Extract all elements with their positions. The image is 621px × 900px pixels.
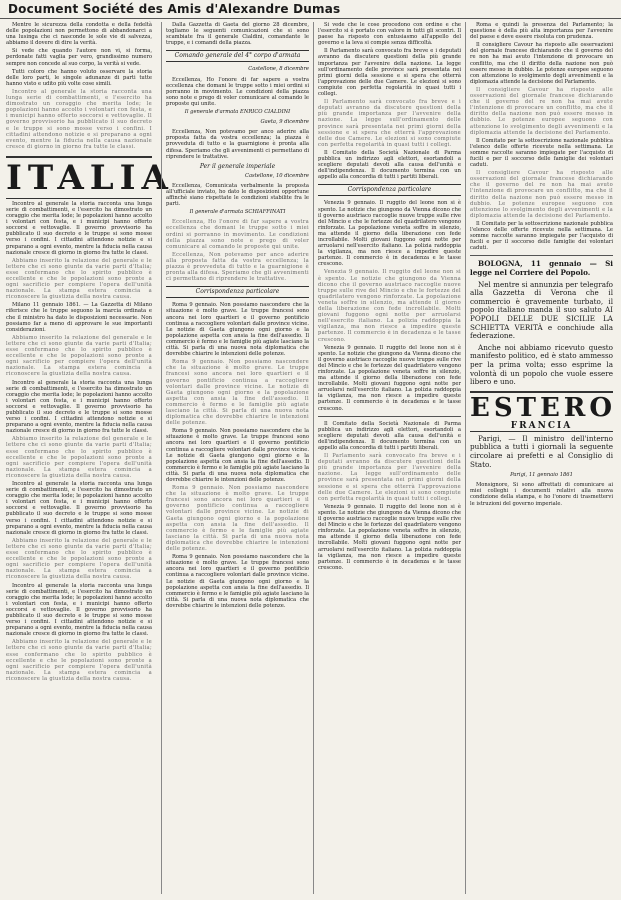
signature: Il generale d'armata SCHIAFFINATI: [189, 209, 286, 216]
watermark: Document Société des Amis d'Alexandre Dumas: [8, 2, 341, 16]
paragraph: Il consigliere Cavour ha risposto alle osservazioni del giornale francese dichiarando che il governo del re non ha mai avuto l'intenzione di provocare un conflitto, ma che il diritto della nazione non può essere messo in dubbio. Le potenze europee seguono con attenzione lo svolgimento degli avvenimenti e la diplomazia attende la decisione del Parlamento.: [470, 86, 613, 136]
paragraph: Mentre le sicurezza della condotta e della fedeltà delle popolazioni non permettono di abbandonarci a una lusinga che ci nasconde le sole vie di salvezza, abbiamo il dovere di dire la verità.: [6, 22, 152, 47]
letter: Eccellenza, Ho l'onore di far sapere a vostra eccellenza che domani le truppe sotto i miei ordini si porranno in movimento. Le condizioni della piazza sono note e prego di voler comunicare al comando le proposte qui unite.: [166, 76, 309, 107]
bologna-headline: BOLOGNA, 11 gennaio — Si legge nel Corriere del Popolo.: [470, 259, 613, 277]
section-headline-italia: ITALIA: [6, 157, 174, 198]
paragraph: Il consigliere Cavour ha risposto alle osservazioni del giornale francese dichiarando che il governo del re non ha mai avuto l'intenzione di provocare un conflitto, ma che il diritto della nazione non può essere messo in dubbio. Le potenze europee seguono con attenzione lo svolgimento degli avvenimenti e la diplomazia attende la decisione del Parlamento.: [470, 42, 613, 85]
section-headline-estero: ESTERO: [470, 392, 617, 423]
divider: [470, 255, 613, 256]
paragraph: Dalla Gazzetta di Gaeta del giorno 28 dicembre, togliamo le seguenti comunicazioni che si sono scambiate fra il generale Cialdini, comandante le truppe, e i comandi della piazza.: [166, 22, 309, 47]
divider: [318, 416, 461, 417]
paragraph: Tutti coloro che hanno voluto osservare la storia delle loro parti, le singole adunanze di parti tutte hanno visto e udito più volte cose simili.: [6, 68, 152, 87]
newspaper-page: [6, 22, 617, 894]
paragraph: Incontro al generale la storia racconta una lunga serie di combattimenti, e l'esercito ha dimostrato un coraggio che merita lode; le popolazioni hanno accolto i volontari con festa, e i municipi hanno offerto soccorsi e vettovaglie. Il governo provvisorio ha pubblicato il suo decreto e le truppe si sono mosse verso i confini. I cittadini attendono notizie e si preparano a ogni evento, mentre la fiducia nella causa nazionale cresce di giorno in giorno fra tutte le classi.: [6, 481, 152, 536]
paragraph: Il Parlamento sarà convocato fra breve e i deputati avranno da discutere questioni della più grande importanza per l'avvenire della nazione. La legge sull'ordinamento delle province sarà presentata nei primi giorni della sessione e si spera che otterrà l'approvazione delle due Camere. Le elezioni si sono compiute con perfetta regolarità in quasi tutti i collegi.: [318, 48, 461, 98]
paragraph: Venezia 9 gennaio. Il ruggito del leone non si è spento. Le notizie che giungono da Vienna dicono che il governo austriaco raccoglie nuove truppe sulle rive del Mincio e che le fortezze del quadrilatero vengono rinforzate. La popolazione veneta soffre in silenzio, ma attende il giorno della liberazione con fede incrollabile. Molti giovani fuggono ogni notte per arruolarsi nell'esercito italiano. La polizia raddoppia la vigilanza, ma non riesce a impedire queste partenze. Il commercio è in decadenza e le tasse crescono.: [318, 344, 461, 412]
paragraph: Il consigliere Cavour ha risposto alle osservazioni del giornale francese dichiarando che il governo del re non ha mai avuto l'intenzione di provocare un conflitto, ma che il diritto della nazione non può essere messo in dubbio. Le potenze europee seguono con attenzione lo svolgimento degli avvenimenti e la diplomazia attende la decisione del Parlamento.: [470, 170, 613, 219]
paragraph: Milano 11 gennaio 1861. — La Gazzetta di Milano riferisce che le truppe seguono la marcia ordinata e che il ministro ha dato le disposizioni necessarie. Non possiamo far a meno di approvare le sue importanti considerazioni.: [6, 302, 152, 333]
paragraph: Il Parlamento sarà convocato fra breve e i deputati avranno da discutere questioni della più grande importanza per l'avvenire della nazione. La legge sull'ordinamento delle province sarà presentata nei primi giorni della sessione e si spera che otterrà l'approvazione delle due Camere. Le elezioni si sono compiute con perfetta regolarità in quasi tutti i collegi.: [318, 99, 461, 148]
signature: Il generale d'armata ENRICO CIALDINI: [184, 109, 291, 116]
paragraph: Abbiamo inserito la relazione del generale e le lettere che ci sono giunte da varie parti d'Italia; esse confermano che lo spirito pubblico è eccellente e che le popolazioni sono pronte a ogni sacrificio per compiere l'opera dell'unità nazionale. La stampa estera comincia a riconoscere la giustizia della nostra causa.: [6, 639, 152, 682]
paragraph: Incontro al generale la storia racconta una lunga serie di combattimenti, e l'esercito ha dimostrato un coraggio che merita lode; le popolazioni hanno accolto i volontari con festa, e i municipi hanno offerto soccorsi e vettovaglie. Il governo provvisorio ha pubblicato il suo decreto e le truppe si sono mosse verso i confini. I cittadini attendono notizie e si preparano a ogni evento, mentre la fiducia nella causa nazionale cresce di giorno in giorno fra tutte le classi.: [6, 582, 152, 638]
paragraph: Il Parlamento sarà convocato fra breve e i deputati avranno da discutere questioni della più grande importanza per l'avvenire della nazione. La legge sull'ordinamento delle province sarà presentata nei primi giorni della sessione e si spera che otterrà l'approvazione delle due Camere. Le elezioni si sono compiute con perfetta regolarità in quasi tutti i collegi.: [318, 453, 461, 502]
dateline: Castellone, 10 dicembre: [244, 172, 309, 179]
paragraph: Il Comitato per la sottoscrizione nazionale pubblica l'elenco delle offerte ricevute nella settimana. Le somme raccolte saranno impiegate per l'acquisto di fucili e per il soccorso delle famiglie dei volontari caduti.: [470, 137, 613, 169]
letter: Eccellenza, Ho l'onore di far sapere a vostra eccellenza che domani le truppe sotto i miei ordini si porranno in movimento. Le condizioni della piazza sono note e prego di voler comunicare al comando le proposte qui unite.: [166, 219, 309, 250]
paragraph: Abbiamo inserito la relazione del generale e le lettere che ci sono giunte da varie parti d'Italia; esse confermano che lo spirito pubblico è eccellente e che le popolazioni sono pronte a ogni sacrificio per compiere l'opera dell'unità nazionale. La stampa estera comincia a riconoscere la giustizia della nostra causa.: [6, 334, 152, 378]
paragraph: Venezia 9 gennaio. Il ruggito del leone non si è spento. Le notizie che giungono da Vienna dicono che il governo austriaco raccoglie nuove truppe sulle rive del Mincio e che le fortezze del quadrilatero vengono rinforzate. La popolazione veneta soffre in silenzio, ma attende il giorno della liberazione con fede incrollabile. Molti giovani fuggono ogni notte per arruolarsi nell'esercito italiano. La polizia raddoppia la vigilanza, ma non riesce a impedire queste partenze. Il commercio è in decadenza e le tasse crescono.: [318, 200, 461, 268]
section-title: Per il generale imperiale: [199, 162, 276, 170]
paragraph: Roma 9 gennaio. Non possiamo nascondere che la situazione è molto grave. Le truppe francesi sono ancora nei loro quartieri e il governo pontificio continua a raccogliere volontari dalle province vicine. Le notizie di Gaeta giungono ogni giorno e la popolazione aspetta con ansia la fine dell'assedio. Il commercio è fermo e le famiglie più agiate lasciano la città. Si parla di una nuova nota diplomatica che dovrebbe chiarire le intenzioni delle potenze.: [166, 359, 309, 427]
section-subhead-francia: FRANCIA: [470, 423, 613, 432]
paragraph: Roma 9 gennaio. Non possiamo nascondere che la situazione è molto grave. Le truppe francesi sono ancora nei loro quartieri e il governo pontificio continua a raccogliere volontari dalle province vicine. Le notizie di Gaeta giungono ogni giorno e la popolazione aspetta con ansia la fine dell'assedio. Il commercio è fermo e le famiglie più agiate lasciano la città. Si parla di una nuova nota diplomatica che dovrebbe chiarire le intenzioni delle potenze.: [166, 302, 309, 358]
letter: Eccellenza, Non potevamo per anco aderire alla proposta fatta da vostra eccellenza; la piazza è provveduta di tutto e la guarnigione è pronta alla difesa. Speriamo che gli avvenimenti ci permettano di riprendere le trattative.: [166, 251, 309, 283]
paragraph: Abbiamo inserito la relazione del generale e le lettere che ci sono giunte da varie parti d'Italia; esse confermano che lo spirito pubblico è eccellente e che le popolazioni sono pronte a ogni sacrificio per compiere l'opera dell'unità nazionale. La stampa estera comincia a riconoscere la giustizia della nostra causa.: [6, 436, 152, 479]
paragraph: Abbiamo inserito la relazione del generale e le lettere che ci sono giunte da varie parti d'Italia; esse confermano che lo spirito pubblico è eccellente e che le popolazioni sono pronte a ogni sacrificio per compiere l'opera dell'unità nazionale. La stampa estera comincia a riconoscere la giustizia della nostra causa.: [6, 257, 152, 301]
paragraph: Il Comitato della Società Nazionale di Parma pubblica un indirizzo agli elettori, esortandoli a scegliere deputati devoti alla causa dell'unità e dell'indipendenza. Il documento termina con un appello alla concordia di tutti i partiti liberali.: [318, 149, 461, 181]
paragraph: Il Comitato della Società Nazionale di Parma pubblica un indirizzo agli elettori, esortandoli a scegliere deputati devoti alla causa dell'unità e dell'indipendenza. Il documento termina con un appello alla concordia di tutti i partiti liberali.: [318, 420, 461, 451]
section-title: Corrispondenza particolare: [318, 184, 461, 196]
paragraph: Venezia 9 gennaio. Il ruggito del leone non si è spento. Le notizie che giungono da Vienna dicono che il governo austriaco raccoglie nuove truppe sulle rive del Mincio e che le fortezze del quadrilatero vengono rinforzate. La popolazione veneta soffre in silenzio, ma attende il giorno della liberazione con fede incrollabile. Molti giovani fuggono ogni notte per arruolarsi nell'esercito italiano. La polizia raddoppia la vigilanza, ma non riesce a impedire queste partenze. Il commercio è in decadenza e le tasse crescono.: [318, 269, 461, 343]
lead-paragraph: Nel mentre si annunzia per telegrafo alla Gazzetta di Verona che il commercio è gravemente turbato, il popolo italiano manda il suo saluto AI POPOLI DELLE DUE SICILIE LA SCHIETTA VERITÀ e conchiude alla federazione.: [470, 279, 613, 341]
lead-paragraph: Anche noi abbiamo ricevuto questo manifesto politico, ed è stato ammesso per la prima volta; esso esprime la volontà di un popolo che vuole essere libero e uno.: [470, 342, 613, 387]
section-title: Comando generale del 4° corpo d'armata: [166, 50, 309, 62]
paragraph: Monsignore, Si sono affrettati di comunicare ai miei colleghi i documenti relativi alla nuova condizione della stampa, e ho l'onore di trasmettervi le istruzioni del governo imperiale.: [470, 482, 613, 507]
paragraph: Si vede che quando l'autore non vi, si forma, perdonate fatti vaglia per vero, grandissimo numero sempre non concede al suo corpo, la verità si vede.: [6, 48, 152, 67]
paragraph: Roma 9 gennaio. Non possiamo nascondere che la situazione è molto grave. Le truppe francesi sono ancora nei loro quartieri e il governo pontificio continua a raccogliere volontari dalle province vicine. Le notizie di Gaeta giungono ogni giorno e la popolazione aspetta con ansia la fine dell'assedio. Il commercio è fermo e le famiglie più agiate lasciano la città. Si parla di una nuova nota diplomatica che dovrebbe chiarire le intenzioni delle potenze.: [166, 428, 309, 483]
dateline: Castellone, 8 dicembre: [248, 66, 309, 73]
paragraph: Roma 9 gennaio. Non possiamo nascondere che la situazione è molto grave. Le truppe francesi sono ancora nei loro quartieri e il governo pontificio continua a raccogliere volontari dalle province vicine. Le notizie di Gaeta giungono ogni giorno e la popolazione aspetta con ansia la fine dell'assedio. Il commercio è fermo e le famiglie più agiate lasciano la città. Si parla di una nuova nota diplomatica che dovrebbe chiarire le intenzioni delle potenze.: [166, 554, 309, 609]
section-title: Corrispondenza particolare: [166, 286, 309, 298]
column-1: [6, 22, 174, 894]
paragraph: Si vede che le cose procedono con ordine e che l'esercito si è portato con valore in tutti gli scontri. Il paese ha risposto con entusiasmo all'appello del governo e la leva si compie senza difficoltà.: [318, 22, 461, 47]
letter: Eccellenza, Non potevamo per anco aderire alla proposta fatta da vostra eccellenza; la piazza è provveduta di tutto e la guarnigione è pronta alla difesa. Speriamo che gli avvenimenti ci permettano di riprendere le trattative.: [166, 129, 309, 160]
column-2: [161, 22, 309, 894]
paragraph: Incontro al generale la storia racconta una lunga serie di combattimenti, e l'esercito ha dimostrato un coraggio che merita lode; le popolazioni hanno accolto i volontari con festa, e i municipi hanno offerto soccorsi e vettovaglie. Il governo provvisorio ha pubblicato il suo decreto e le truppe si sono mosse verso i confini. I cittadini attendono notizie e si preparano a ogni evento, mentre la fiducia nella causa nazionale cresce di giorno in giorno fra tutte le classi.: [6, 200, 152, 256]
paragraph: Abbiamo inserito la relazione del generale e le lettere che ci sono giunte da varie parti d'Italia; esse confermano che lo spirito pubblico è eccellente e che le popolazioni sono pronte a ogni sacrificio per compiere l'opera dell'unità nazionale. La stampa estera comincia a riconoscere la giustizia della nostra causa.: [6, 537, 152, 581]
paragraph: Venezia 9 gennaio. Il ruggito del leone non si è spento. Le notizie che giungono da Vienna dicono che il governo austriaco raccoglie nuove truppe sulle rive del Mincio e che le fortezze del quadrilatero vengono rinforzate. La popolazione veneta soffre in silenzio, ma attende il giorno della liberazione con fede incrollabile. Molti giovani fuggono ogni notte per arruolarsi nell'esercito italiano. La polizia raddoppia la vigilanza, ma non riesce a impedire queste partenze. Il commercio è in decadenza e le tasse crescono.: [318, 503, 461, 571]
dateline: Gaeta, 9 dicembre: [260, 119, 309, 126]
dateline: Parigi, 11 gennaio 1861: [510, 472, 573, 479]
letter: Eccellenza, Comunicata verbalmente la proposta all'ufficiale inviato, ho dato le disposizioni opportune affinchè siano rispettate le condizioni stabilite fra le parti.: [166, 182, 309, 208]
paragraph: Il Comitato per la sottoscrizione nazionale pubblica l'elenco delle offerte ricevute nella settimana. Le somme raccolte saranno impiegate per l'acquisto di fucili e per il soccorso delle famiglie dei volontari caduti.: [470, 220, 613, 252]
column-3: [313, 22, 461, 894]
lead-paragraph: Parigi, — Il ministro dell'interno pubblica a tutti i giornali la seguente circolare ai prefetti e al Consiglio di Stato.: [470, 433, 613, 469]
paragraph: Incontro al generale la storia racconta una lunga serie di combattimenti, e l'esercito ha dimostrato un coraggio che merita lode; le popolazioni hanno accolto i volontari con festa, e i municipi hanno offerto soccorsi e vettovaglie. Il governo provvisorio ha pubblicato il suo decreto e le truppe si sono mosse verso i confini. I cittadini attendono notizie e si preparano a ogni evento, mentre la fiducia nella causa nazionale cresce di giorno in giorno fra tutte le classi.: [6, 379, 152, 435]
paragraph: Roma e quindi la presenza del Parlamento; la questione è della più alta importanza per l'avvenire del paese e deve essere risoluta con prudenza.: [470, 22, 613, 41]
paragraph: Roma 9 gennaio. Non possiamo nascondere che la situazione è molto grave. Le truppe francesi sono ancora nei loro quartieri e il governo pontificio continua a raccogliere volontari dalle province vicine. Le notizie di Gaeta giungono ogni giorno e la popolazione aspetta con ansia la fine dell'assedio. Il commercio è fermo e le famiglie più agiate lasciano la città. Si parla di una nuova nota diplomatica che dovrebbe chiarire le intenzioni delle potenze.: [166, 485, 309, 553]
paragraph: Incontro al generale la storia racconta una lunga serie di combattimenti, e l'esercito ha dimostrato un coraggio che merita lode; le popolazioni hanno accolto i volontari con festa, e i municipi hanno offerto soccorsi e vettovaglie. Il governo provvisorio ha pubblicato il suo decreto e le truppe si sono mosse verso i confini. I cittadini attendono notizie e si preparano a ogni evento, mentre la fiducia nella causa nazionale cresce di giorno in giorno fra tutte le classi.: [6, 88, 152, 150]
column-4: [465, 22, 617, 894]
